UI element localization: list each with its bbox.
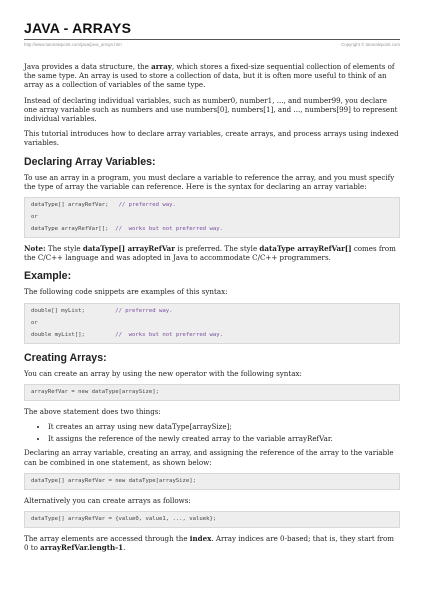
code-line: dataType[] arrayRefVar = {value0, value1, ..., valuek}; [31, 516, 217, 523]
section-heading-creating: Creating Arrays: [24, 351, 107, 364]
creating-text-3: Declaring an array variable, creating an array, and assigning the reference of the array to the variable can be combined in one statement, as shown below: [24, 448, 394, 467]
header-divider [24, 39, 400, 40]
code-line: dataType arrayRefVar[]; // works but not preferred way. [31, 226, 223, 233]
section-heading-example: Example: [24, 270, 72, 283]
list-item: • It assigns the reference of the newly created array to the variable arrayRefVar. [48, 434, 400, 443]
section-heading-declaring: Declaring Array Variables: [24, 155, 156, 168]
code-line: dataType[] arrayRefVar = new dataType[arraySize]; [31, 477, 197, 484]
code-line: dataType[] arrayRefVar; // preferred way. [31, 202, 176, 209]
code-block-example [24, 303, 400, 344]
code-line: or [31, 319, 38, 326]
creating-list [24, 422, 400, 443]
code-block-create [24, 384, 400, 401]
code-line: or [31, 214, 38, 221]
code-block-combined [24, 473, 400, 490]
style-note: Note: The style dataType[] arrayRefVar is preferred. The style dataType arrayRefVar[] comes from the C/C++ language and was adopted in Java to accommodate C/C++ programmers. [24, 244, 396, 263]
declaring-text: To use an array in a program, you must declare a variable to reference the array, and you must specify the type of array the variable can reference. Here is the syntax for declaring an array variable: [24, 172, 395, 191]
source-url: http://www.tutorialspoint.com/java/java_arrays.htm [24, 42, 122, 47]
copyright-notice: Copyright © tutorialspoint.com [341, 42, 400, 47]
header-meta [24, 42, 400, 48]
creating-text: You can create an array by using the new operator with the following syntax: [24, 368, 302, 378]
index-paragraph: The array elements are accessed through the index. Array indices are 0-based; that is, they start from 0 to arrayRefVar.length-1. [24, 534, 395, 553]
code-block-declaring [24, 197, 400, 238]
document-body [24, 62, 400, 552]
code-line: arrayRefVar = new dataType[arraySize]; [31, 388, 159, 395]
list-item: • It creates an array using new dataType[arraySize]; [48, 422, 400, 431]
code-block-literal [24, 511, 400, 528]
creating-text-4: Alternatively you can create arrays as follows: [24, 495, 191, 505]
page-title: JAVA - ARRAYS [24, 20, 132, 36]
code-line: double myList[]; // works but not preferred way. [31, 331, 223, 338]
intro-paragraph-1: Java provides a data structure, the array, which stores a fixed-size sequential collection of elements of the same type. An array is used to store a collection of data, but it is often more useful to think of an array as a collection of variables of the same type. [24, 62, 395, 90]
intro-paragraph-3: This tutorial introduces how to declare array variables, create arrays, and process arrays using indexed variables. [24, 129, 399, 148]
example-text: The following code snippets are examples of this syntax: [24, 287, 228, 297]
intro-paragraph-2: Instead of declaring individual variables, such as number0, number1, ..., and number99, you declare one array variable such as numbers and use numbers[0], numbers[1], and ..., numbers[99] to represent individual variables. [24, 95, 398, 124]
creating-text-2: The above statement does two things: [24, 406, 161, 416]
code-line: double[] myList; // preferred way. [31, 307, 173, 314]
